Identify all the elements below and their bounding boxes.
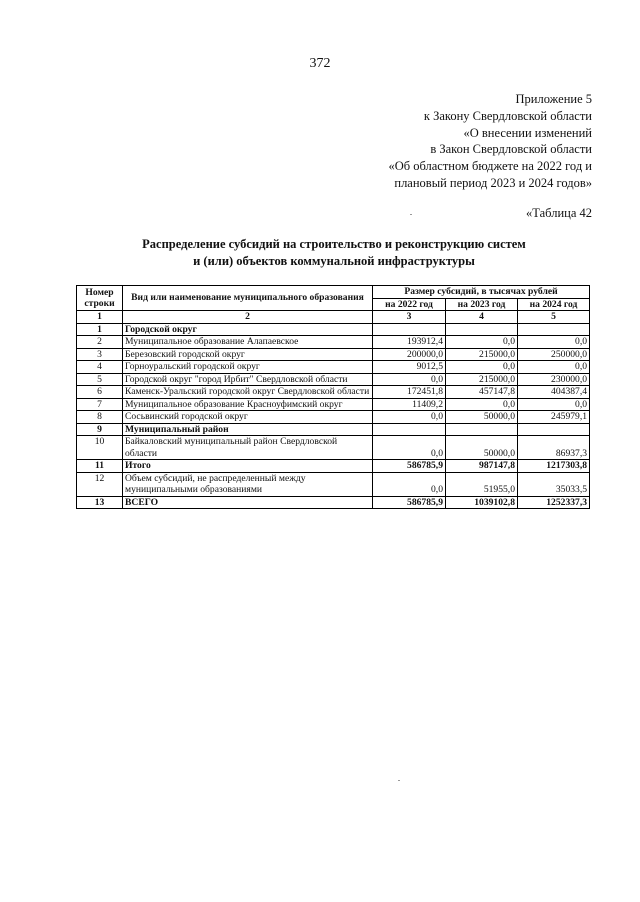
- header-municipality: Вид или наименование муниципального образования: [123, 286, 373, 311]
- subsidies-table: [76, 285, 590, 509]
- column-index: 5: [518, 311, 590, 324]
- amount-2022-cell: [373, 323, 446, 336]
- row-number-cell: 11: [77, 460, 123, 473]
- amount-2024-cell: [518, 423, 590, 436]
- amount-2022-cell: 0,0: [373, 436, 446, 460]
- municipality-name-cell: Горноуральский городской округ: [123, 361, 373, 374]
- amount-2022-cell: 586785,9: [373, 460, 446, 473]
- municipality-name-cell: Муниципальное образование Красноуфимский округ: [123, 398, 373, 411]
- title-line: Распределение субсидий на строительство и реконструкцию систем: [142, 237, 526, 251]
- municipality-name-cell: Сосьвинский городской округ: [123, 411, 373, 424]
- column-index: 2: [123, 311, 373, 324]
- municipality-name-cell: Муниципальный район: [123, 423, 373, 436]
- municipality-name-cell: ВСЕГО: [123, 496, 373, 509]
- table-row: [77, 323, 590, 336]
- amount-2023-cell: 215000,0: [446, 373, 518, 386]
- row-number-cell: 1: [77, 323, 123, 336]
- scan-speck: [398, 780, 400, 781]
- municipality-name-cell: Городской округ: [123, 323, 373, 336]
- amount-2023-cell: 51955,0: [446, 472, 518, 496]
- row-number-cell: 4: [77, 361, 123, 374]
- table-row: [77, 496, 590, 509]
- row-number-cell: 13: [77, 496, 123, 509]
- amount-2023-cell: 50000,0: [446, 436, 518, 460]
- row-number-cell: 3: [77, 348, 123, 361]
- amount-2024-cell: 250000,0: [518, 348, 590, 361]
- amount-2022-cell: [373, 423, 446, 436]
- table-row: [77, 411, 590, 424]
- table-row: [77, 348, 590, 361]
- amount-2023-cell: 457147,8: [446, 386, 518, 399]
- table-row: [77, 423, 590, 436]
- table-row: [77, 436, 590, 460]
- amount-2023-cell: 1039102,8: [446, 496, 518, 509]
- appendix-line: в Закон Свердловской области: [430, 142, 592, 157]
- amount-2024-cell: 0,0: [518, 336, 590, 349]
- row-number-cell: 10: [77, 436, 123, 460]
- appendix-line: «О внесении изменений: [463, 125, 592, 140]
- title-line: и (или) объектов коммунальной инфраструктуры: [193, 254, 475, 268]
- table-reference: «Таблица 42: [526, 206, 592, 220]
- amount-2023-cell: 0,0: [446, 361, 518, 374]
- amount-2023-cell: 50000,0: [446, 411, 518, 424]
- document-title: [0, 236, 640, 270]
- appendix-line: «Об областном бюджете на 2022 год и: [388, 159, 592, 174]
- municipality-name-cell: Байкаловский муниципальный район Свердловской области: [123, 436, 373, 460]
- amount-2022-cell: 11409,2: [373, 398, 446, 411]
- amount-2022-cell: 0,0: [373, 373, 446, 386]
- amount-2022-cell: 0,0: [373, 472, 446, 496]
- page-number: 372: [309, 56, 331, 71]
- amount-2024-cell: 0,0: [518, 361, 590, 374]
- header-year-2023: на 2023 год: [446, 298, 518, 311]
- amount-2024-cell: 230000,0: [518, 373, 590, 386]
- amount-2022-cell: 586785,9: [373, 496, 446, 509]
- amount-2024-cell: 1252337,3: [518, 496, 590, 509]
- row-number-cell: 12: [77, 472, 123, 496]
- table-row: [77, 373, 590, 386]
- amount-2024-cell: 1217303,8: [518, 460, 590, 473]
- table-row: [77, 361, 590, 374]
- table-row: [77, 386, 590, 399]
- table-row: [77, 472, 590, 496]
- municipality-name-cell: Муниципальное образование Алапаевское: [123, 336, 373, 349]
- amount-2023-cell: 987147,8: [446, 460, 518, 473]
- municipality-name-cell: Березовский городской округ: [123, 348, 373, 361]
- amount-2023-cell: 0,0: [446, 398, 518, 411]
- row-number-cell: 6: [77, 386, 123, 399]
- table-row: [77, 398, 590, 411]
- municipality-name-cell: Итого: [123, 460, 373, 473]
- municipality-name-cell: Городской округ "город Ирбит" Свердловской области: [123, 373, 373, 386]
- scan-speck: [410, 214, 412, 215]
- amount-2022-cell: 193912,4: [373, 336, 446, 349]
- appendix-reference: [388, 91, 592, 192]
- header-amount: Размер субсидий, в тысячах рублей: [373, 286, 590, 299]
- row-number-cell: 5: [77, 373, 123, 386]
- appendix-line: Приложение 5: [515, 92, 592, 106]
- table-header-row: [77, 286, 590, 299]
- amount-2024-cell: 0,0: [518, 398, 590, 411]
- amount-2023-cell: 0,0: [446, 336, 518, 349]
- table-row: [77, 460, 590, 473]
- appendix-line: плановый период 2023 и 2024 годов»: [394, 175, 592, 190]
- row-number-cell: 7: [77, 398, 123, 411]
- amount-2023-cell: [446, 323, 518, 336]
- amount-2024-cell: 35033,5: [518, 472, 590, 496]
- amount-2023-cell: 215000,0: [446, 348, 518, 361]
- table-row: [77, 336, 590, 349]
- header-year-2022: на 2022 год: [373, 298, 446, 311]
- municipality-name-cell: Каменск-Уральский городской округ Свердловской области: [123, 386, 373, 399]
- municipality-name-cell: Объем субсидий, не распределенный между муниципальными образованиями: [123, 472, 373, 496]
- amount-2024-cell: 86937,3: [518, 436, 590, 460]
- column-index-row: [77, 311, 590, 324]
- row-number-cell: 8: [77, 411, 123, 424]
- row-number-cell: 9: [77, 423, 123, 436]
- column-index: 1: [77, 311, 123, 324]
- amount-2022-cell: 0,0: [373, 411, 446, 424]
- amount-2022-cell: 9012,5: [373, 361, 446, 374]
- column-index: 4: [446, 311, 518, 324]
- amount-2022-cell: 200000,0: [373, 348, 446, 361]
- row-number-cell: 2: [77, 336, 123, 349]
- header-year-2024: на 2024 год: [518, 298, 590, 311]
- amount-2024-cell: 404387,4: [518, 386, 590, 399]
- header-row-number: Номер строки: [77, 286, 123, 311]
- amount-2022-cell: 172451,8: [373, 386, 446, 399]
- column-index: 3: [373, 311, 446, 324]
- amount-2024-cell: [518, 323, 590, 336]
- amount-2023-cell: [446, 423, 518, 436]
- appendix-line: к Закону Свердловской области: [423, 108, 592, 123]
- amount-2024-cell: 245979,1: [518, 411, 590, 424]
